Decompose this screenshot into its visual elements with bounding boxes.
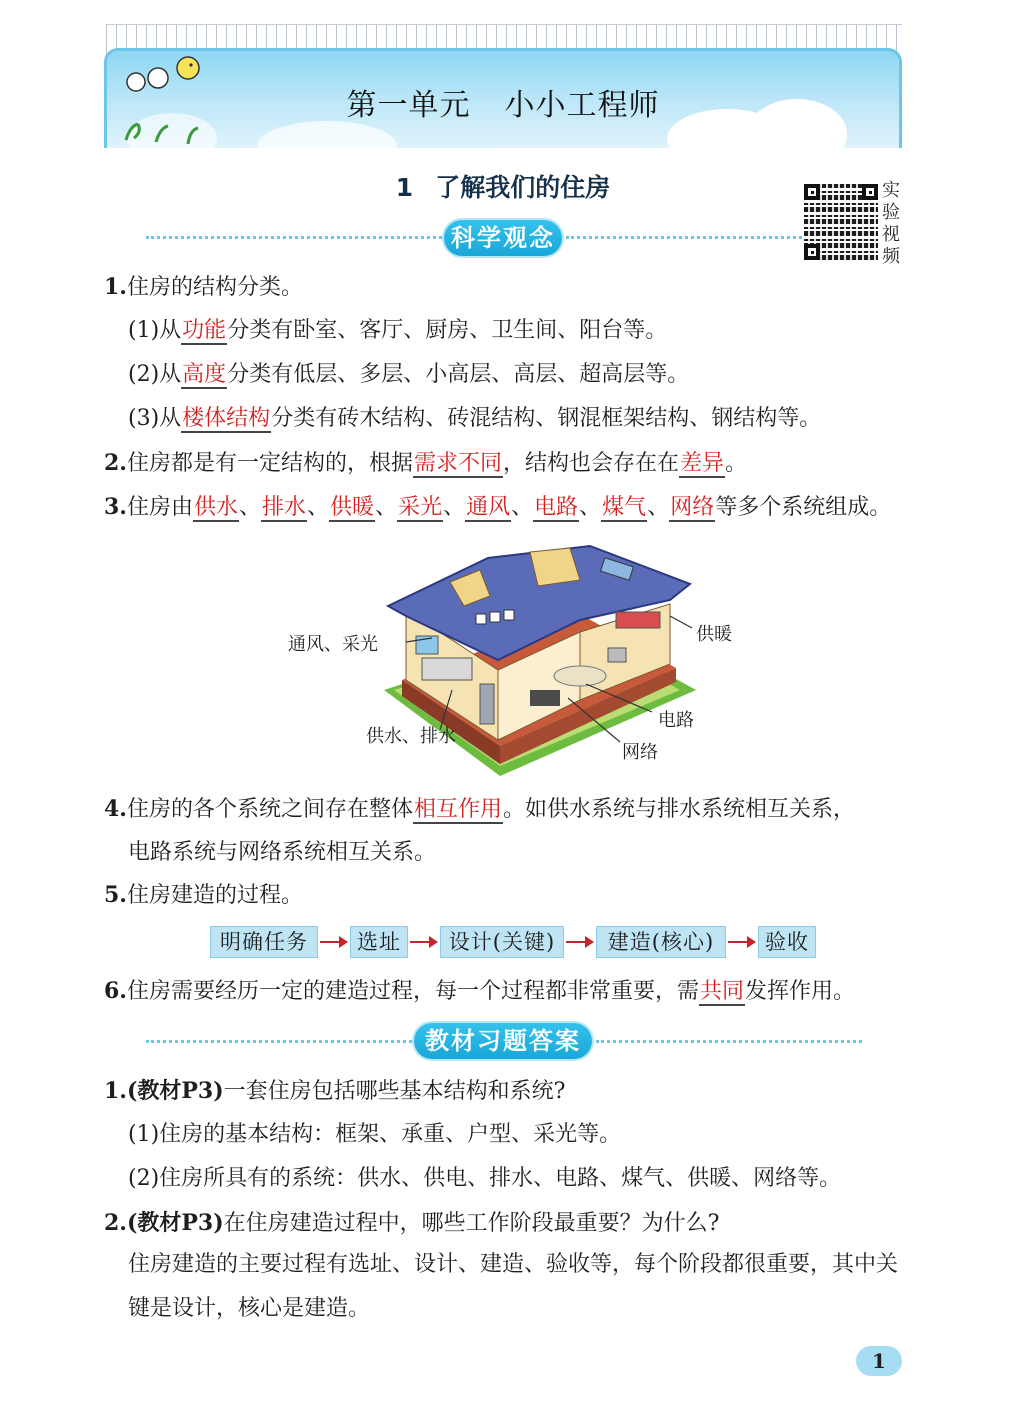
process-arrow xyxy=(320,941,346,943)
label-heating: 供暖 xyxy=(696,624,732,645)
unit-title: 第一单元 小小工程师 xyxy=(346,88,660,123)
item-4: 4.住房的各个系统之间存在整体相互作用。如供水系统与排水系统相互关系， xyxy=(104,796,856,822)
label-circuit: 电路 xyxy=(658,710,694,731)
item-1: 1.住房的结构分类。 xyxy=(104,274,303,300)
item-6: 6.住房需要经历一定的建造过程，每一个过程都非常重要，需共同发挥作用。 xyxy=(104,978,856,1004)
answer-2-line-2: 键是设计，核心是建造。 xyxy=(128,1296,371,1321)
video-label[interactable]: 实 验 视 频 xyxy=(882,180,900,267)
process-step-3: 设计(关键) xyxy=(440,926,564,958)
divider-left xyxy=(146,1040,412,1043)
process-step-1: 明确任务 xyxy=(210,926,318,958)
item-1-sub-2: (2)从高度分类有低层、多层、小高层、高层、超高层等。 xyxy=(128,362,690,387)
divider-left xyxy=(146,236,442,239)
divider-right xyxy=(596,1040,862,1043)
question-1: 1.(教材P3)一套住房包括哪些基本结构和系统? xyxy=(104,1078,566,1104)
label-water: 供水、排水 xyxy=(366,726,456,747)
process-arrow xyxy=(410,941,436,943)
process-arrow xyxy=(566,941,592,943)
item-1-sub-3: (3)从楼体结构分类有砖木结构、砖混结构、钢混框架结构、钢结构等。 xyxy=(128,406,822,431)
divider-right xyxy=(566,236,802,239)
section-title-answers: 教材习题答案 xyxy=(414,1023,592,1059)
page-number: 1 xyxy=(856,1346,902,1376)
qr-code-icon[interactable] xyxy=(804,184,878,260)
item-2: 2.住房都是有一定结构的，根据需求不同，结构也会存在在差异。 xyxy=(104,450,748,476)
section-title-science: 科学观念 xyxy=(444,220,562,256)
lesson-title: 1 了解我们的住房 xyxy=(395,173,611,202)
question-2: 2.(教材P3)在住房建造过程中，哪些工作阶段最重要？为什么? xyxy=(104,1210,720,1236)
answer-1-part-2: (2)住房所具有的系统：供水、供电、排水、电路、煤气、供暖、网络等。 xyxy=(128,1166,842,1191)
item-1-sub-1: (1)从功能分类有卧室、客厅、厨房、卫生间、阳台等。 xyxy=(128,318,668,343)
item-5: 5.住房建造的过程。 xyxy=(104,882,303,908)
process-step-5: 验收 xyxy=(758,926,816,958)
label-ventilation-light: 通风、采光 xyxy=(288,634,378,655)
answer-1-part-1: (1)住房的基本结构：框架、承重、户型、采光等。 xyxy=(128,1122,622,1147)
item-4-line-2: 电路系统与网络系统相互关系。 xyxy=(128,840,437,865)
process-step-4: 建造(核心) xyxy=(596,926,726,958)
item-3: 3.住房由供水、排水、供暖、采光、通风、电路、煤气、网络等多个系统组成。 xyxy=(104,494,892,520)
process-step-2: 选址 xyxy=(350,926,408,958)
process-arrow xyxy=(728,941,754,943)
label-network: 网络 xyxy=(622,742,658,763)
answer-2-line-1: 住房建造的主要过程有选址、设计、建造、验收等，每个阶段都很重要，其中关 xyxy=(128,1252,899,1277)
